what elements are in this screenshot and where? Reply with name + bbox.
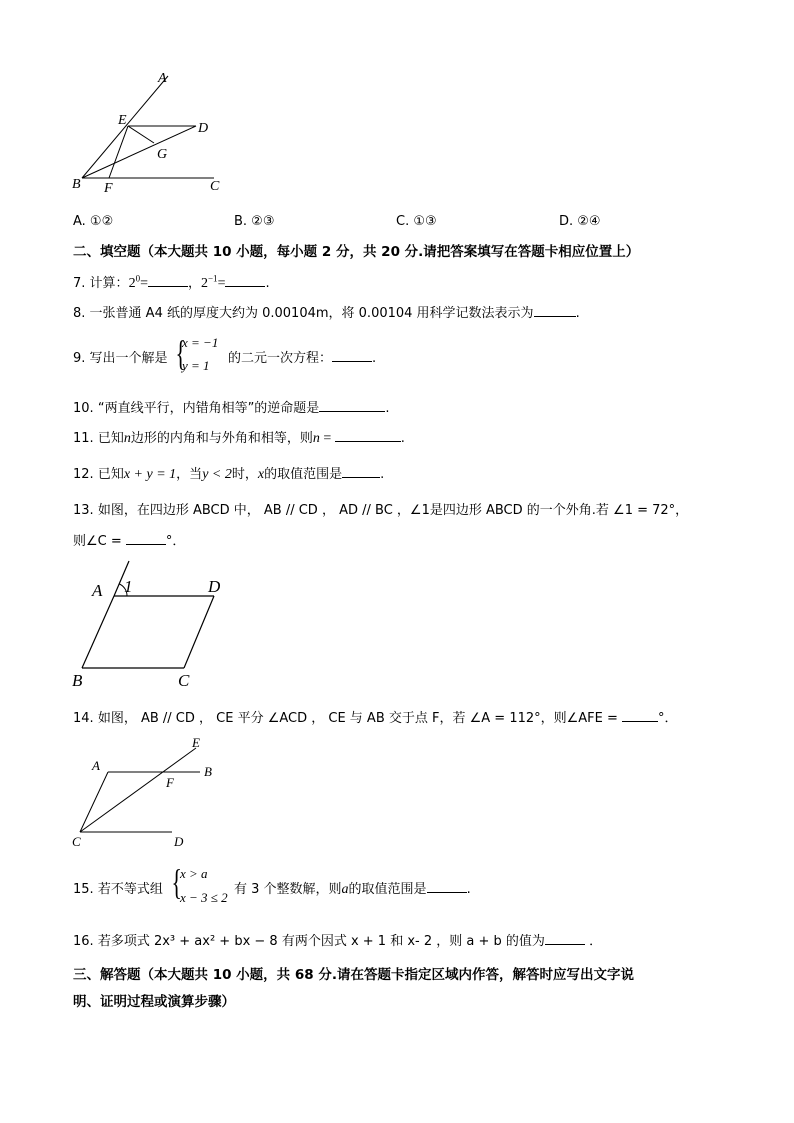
label-1: 1 xyxy=(124,577,133,596)
system-line2: x − 3 ≤ 2 xyxy=(180,890,228,905)
question-9: 9. 写出一个解是 xyxy=(73,351,168,366)
figure-parallelogram xyxy=(68,556,238,690)
figure-parallel-lines xyxy=(68,734,228,850)
label-C: C xyxy=(210,179,220,194)
option-d: D. ②④ xyxy=(559,214,601,229)
question-15-post: 有 3 个整数解，则a的取值范围是 . xyxy=(234,882,471,897)
question-13-line2: 则∠C = °． xyxy=(73,534,186,549)
answer-blank xyxy=(545,932,585,945)
question-11: 11. 已知n边形的内角和与外角和相等，则n = . xyxy=(73,431,405,446)
figure-triangle-diagram xyxy=(68,66,238,196)
label-E: E xyxy=(192,735,200,750)
question-8: 8. 一张普通 A4 纸的厚度大约为 0.00104m，将 0.00104 用科学记数法表示为 . xyxy=(73,306,580,321)
label-A: A xyxy=(92,758,100,773)
system-line1: x > a xyxy=(180,866,208,881)
label-D: D xyxy=(198,121,209,136)
section-heading-solutions-line2: 明、证明过程或演算步骤） xyxy=(73,994,235,1010)
label-E: E xyxy=(118,113,127,128)
label-A: A xyxy=(158,71,167,86)
question-10: 10. “两直线平行，内错角相等”的逆命题是 . xyxy=(73,401,390,416)
label-D: D xyxy=(174,834,184,849)
section-heading-solutions-line1: 三、解答题（本大题共 10 小题，共 68 分.请在答题卡指定区域内作答，解答时应写出文字说 xyxy=(73,967,635,983)
option-b: B. ②③ xyxy=(234,214,275,229)
label-A: A xyxy=(92,581,103,600)
question-13-line1: 13. 如图，在四边形 ABCD 中， AB // CD ， AD // BC ，∠1是四边形 ABCD 的一个外角.若 ∠1 = 72°， xyxy=(73,503,689,518)
question-9-post: 的二元一次方程： . xyxy=(228,351,377,366)
answer-blank xyxy=(332,349,372,362)
answer-blank xyxy=(335,429,401,442)
label-B: B xyxy=(72,671,83,690)
answer-blank xyxy=(126,532,166,545)
label-C: C xyxy=(72,834,81,849)
answer-blank xyxy=(427,880,467,893)
question-15: 15. 若不等式组 xyxy=(73,882,163,897)
system-brace: { xyxy=(175,333,186,373)
label-F: F xyxy=(166,775,174,790)
section-heading-fill-in: 二、填空题（本大题共 10 小题，每小题 2 分，共 20 分.请把答案填写在答题卡相应位置上） xyxy=(73,244,640,260)
answer-blank xyxy=(148,274,188,287)
question-7: 7. 计算：$2^0=$ ，$2^{-1}=$ . xyxy=(73,273,270,291)
option-a: A. ①② xyxy=(73,214,114,229)
answer-blank xyxy=(534,304,576,317)
answer-blank xyxy=(319,399,385,412)
answer-blank xyxy=(342,465,380,478)
question-16: 16. 若多项式 2x³ + ax² + bx − 8 有两个因式 x + 1 和 x- 2 ，则 a + b 的值为 ． xyxy=(73,934,603,949)
system-brace: { xyxy=(171,862,182,902)
label-F: F xyxy=(104,181,113,196)
answer-blank xyxy=(225,274,265,287)
label-C: C xyxy=(178,671,190,690)
system-line2: y = 1 xyxy=(182,358,210,373)
label-D: D xyxy=(208,577,221,596)
label-B: B xyxy=(204,764,212,779)
label-B: B xyxy=(72,177,81,192)
label-G: G xyxy=(157,147,168,162)
option-c: C. ①③ xyxy=(396,214,437,229)
question-14: 14. 如图， AB // CD ， CE 平分 ∠ACD ， CE 与 AB 交于点 F，若 ∠A = 112°，则∠AFE = °． xyxy=(73,711,678,726)
question-12: 12. 已知x + y = 1，当y < 2时，x的取值范围是 . xyxy=(73,467,385,482)
answer-blank xyxy=(622,709,658,722)
system-line1: x = −1 xyxy=(182,335,219,350)
